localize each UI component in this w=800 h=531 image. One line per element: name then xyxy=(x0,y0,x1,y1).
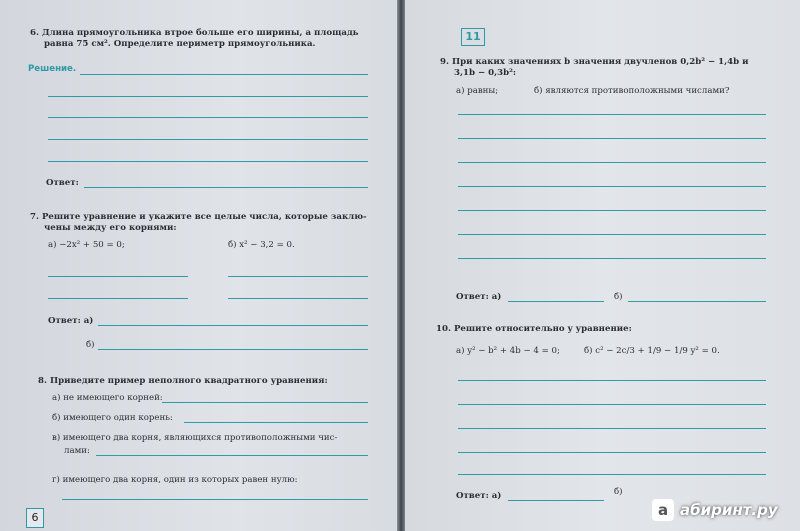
left-page xyxy=(0,0,397,531)
page-number: 6 xyxy=(26,508,44,528)
answer-line[interactable] xyxy=(48,161,368,162)
task9-answer-b: б) xyxy=(614,292,623,302)
answer-line[interactable] xyxy=(458,210,766,211)
answer-line[interactable] xyxy=(48,96,368,97)
task7-b: б) x² − 3,2 = 0. xyxy=(228,240,295,250)
task8-d: г) имеющего два корня, один из которых равен нулю: xyxy=(52,475,298,485)
watermark-text: абиринт.ру xyxy=(680,501,778,519)
answer-line[interactable] xyxy=(458,234,766,235)
task7-text-line1: 7. Решите уравнение и укажите все целые числа, которые заклю- xyxy=(30,212,367,222)
book-spine xyxy=(397,0,405,531)
task8-c: в) имеющего два корня, являющихся противоположными чис- xyxy=(52,433,338,443)
task10-a: а) y² − b² + 4b − 4 = 0; xyxy=(456,346,560,356)
answer-line[interactable] xyxy=(48,117,368,118)
answer-line[interactable] xyxy=(458,258,766,259)
answer-line[interactable] xyxy=(84,187,368,188)
answer-line[interactable] xyxy=(98,325,368,326)
answer-line[interactable] xyxy=(48,298,188,299)
task7-answer-b: б) xyxy=(86,340,95,350)
answer-line[interactable] xyxy=(458,428,766,429)
answer-line[interactable] xyxy=(458,474,766,475)
task8-b: б) имеющего один корень: xyxy=(52,413,173,423)
task9-a: а) равны; xyxy=(456,86,499,96)
task10-text: 10. Решите относительно y уравнение: xyxy=(436,324,632,334)
task10-answer-a: Ответ: а) xyxy=(456,491,502,501)
task8-a: а) не имеющего корней: xyxy=(52,393,163,403)
task6-answer-label: Ответ: xyxy=(46,178,79,188)
answer-line[interactable] xyxy=(458,114,766,115)
task7-a: а) −2x² + 50 = 0; xyxy=(48,240,125,250)
answer-line[interactable] xyxy=(458,452,766,453)
task6-text-line1: 6. Длина прямоугольника втрое больше его ширины, а площадь xyxy=(30,28,359,38)
answer-line[interactable] xyxy=(80,74,368,75)
task9-text-line2: 3,1b − 0,3b²: xyxy=(454,68,517,78)
answer-line[interactable] xyxy=(228,276,368,277)
answer-line[interactable] xyxy=(458,380,766,381)
task7-text-line2: чены между его корнями: xyxy=(44,223,177,233)
task10-answer-b: б) xyxy=(614,487,623,497)
task8-text: 8. Приведите пример неполного квадратного уравнения: xyxy=(38,376,328,386)
answer-line[interactable] xyxy=(458,162,766,163)
answer-line[interactable] xyxy=(48,276,188,277)
answer-line[interactable] xyxy=(96,455,368,456)
task8-c2: лами: xyxy=(64,446,90,456)
watermark-logo-icon: a xyxy=(652,499,674,521)
task10-b: б) c² − 2c/3 + 1/9 − 1/9 y² = 0. xyxy=(584,346,720,356)
answer-line[interactable] xyxy=(62,499,368,500)
task6-text-line2: равна 75 см². Определите периметр прямоугольника. xyxy=(44,39,316,49)
answer-line[interactable] xyxy=(458,186,766,187)
answer-line[interactable] xyxy=(98,349,368,350)
answer-line[interactable] xyxy=(628,301,766,302)
solution-label: Решение. xyxy=(28,64,77,74)
answer-line[interactable] xyxy=(162,402,368,403)
answer-line[interactable] xyxy=(458,404,766,405)
answer-line[interactable] xyxy=(458,138,766,139)
section-box: 11 xyxy=(461,28,485,46)
task9-answer-a: Ответ: а) xyxy=(456,292,502,302)
task7-answer-a: Ответ: а) xyxy=(48,316,94,326)
answer-line[interactable] xyxy=(48,139,368,140)
answer-line[interactable] xyxy=(184,422,368,423)
answer-line[interactable] xyxy=(508,301,604,302)
answer-line[interactable] xyxy=(228,298,368,299)
task9-b: б) являются противоположными числами? xyxy=(534,86,730,96)
answer-line[interactable] xyxy=(508,500,604,501)
task9-text-line1: 9. При каких значениях b значения двучленов 0,2b² − 1,4b и xyxy=(440,57,749,67)
